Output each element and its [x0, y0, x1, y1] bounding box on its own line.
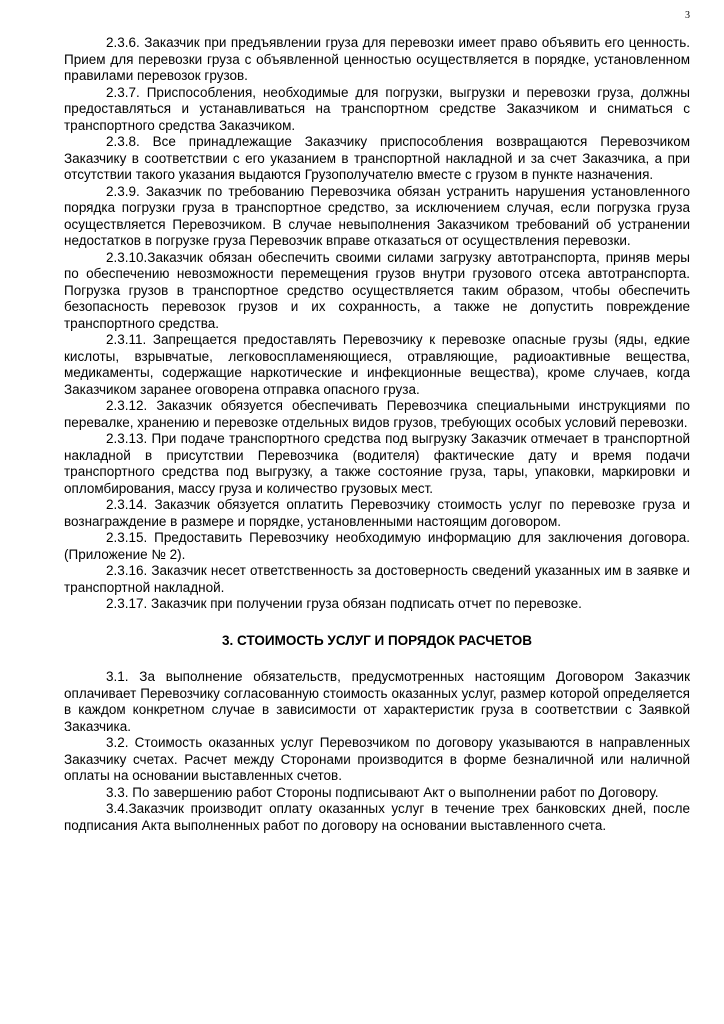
page-number: 3 — [685, 10, 690, 21]
paragraph-2-3-11: 2.3.11. Запрещается предоставлять Перевозчику к перевозке опасные грузы (яды, едкие кислоты, взрывчатые, легковоспламеняющиеся, отравляющие, радиоактивные вещества, медикаменты, содержащие наркотические и инфекционные вещества), кроме случаев, когда Заказчиком заранее оговорена отправка опасного груза. — [64, 332, 690, 397]
document-body — [64, 35, 690, 834]
paragraph-2-3-10: 2.3.10.Заказчик обязан обеспечить своими силами загрузку автотранспорта, приняв меры по обеспечению невозможности перемещения грузов внутри грузового отсека автотранспорта. Погрузка грузов в транспортное средство осуществляется таким образом, чтобы обеспечить безопасность перевозок грузов и их сохранность, а также не допустить повреждение транспортного средства. — [64, 249, 690, 331]
paragraph-2-3-12: 2.3.12. Заказчик обязуется обеспечивать Перевозчика специальными инструкциями по перевалке, хранению и перевозке отдельных видов грузов, требующих особых условий перевозки. — [64, 398, 690, 430]
paragraph-2-3-15: 2.3.15. Предоставить Перевозчику необходимую информацию для заключения договора. (Приложение № 2). — [64, 530, 690, 562]
paragraph-2-3-14: 2.3.14. Заказчик обязуется оплатить Перевозчику стоимость услуг по перевозке груза и вознаграждение в размере и порядке, установленными настоящим договором. — [64, 497, 690, 529]
paragraph-2-3-17: 2.3.17. Заказчик при получении груза обязан подписать отчет по перевозке. — [106, 596, 582, 611]
paragraph-2-3-6: 2.3.6. Заказчик при предъявлении груза для перевозки имеет право объявить его ценность. Прием для перевозки груза с объявленной ценностью осуществляется в порядке, установленном правилами перевозок грузов. — [64, 35, 690, 83]
paragraph-3-1: 3.1. За выполнение обязательств, предусмотренных настоящим Договором Заказчик оплачивает Перевозчику согласованную стоимость оказанных услуг, размер которой определяется в каждом конкретном случае в зависимости от характеристик груза в соответствии с Заявкой Заказчика. — [64, 669, 690, 734]
paragraph-2-3-9: 2.3.9. Заказчик по требованию Перевозчика обязан устранить нарушения установленного порядка погрузки груза в транспортное средство, за исключением случая, если погрузка груза осуществляется Перевозчиком. В случае невыполнения Заказчиком требований об устранении недостатков в погрузке груза Перевозчик вправе отказаться от осуществления перевозки. — [64, 183, 690, 248]
paragraph-2-3-8: 2.3.8. Все принадлежащие Заказчику приспособления возвращаются Перевозчиком Заказчику в соответствии с его указанием в транспортной накладной и за счет Заказчика, а при отсутствии такого указания выдаются Грузополучателю вместе с грузом в пункте назначения. — [64, 134, 690, 182]
paragraph-3-3: 3.3. По завершению работ Стороны подписывают Акт о выполнении работ по Договору. — [106, 784, 659, 800]
paragraph-3-4: 3.4.Заказчик производит оплату оказанных услуг в течение трех банковских дней, после подписания Акта выполненных работ по договору на основании выставленного счета. — [64, 801, 690, 833]
paragraph-2-3-16: 2.3.16. Заказчик несет ответственность за достоверность сведений указанных им в заявке и транспортной накладной. — [64, 563, 690, 595]
paragraph-2-3-13: 2.3.13. При подаче транспортного средства под выгрузку Заказчик отмечает в транспортной накладной в присутствии Перевозчика (водителя) фактические дату и время подачи транспортного средства под выгрузку, а также состояние груза, тары, упаковки, маркировки и опломбирования, массу груза и количество грузовых мест. — [64, 431, 690, 496]
paragraph-2-3-7: 2.3.7. Приспособления, необходимые для погрузки, выгрузки и перевозки груза, должны предоставляться и устанавливаться на транспортном средстве Заказчиком и сниматься с транспортного средства Заказчиком. — [64, 84, 690, 133]
paragraph-3-2: 3.2. Стоимость оказанных услуг Перевозчиком по договору указываются в направленных Заказчику счетах. Расчет между Сторонами производится в форме безналичной или наличной оплаты на основании выставленных счетов. — [64, 735, 690, 783]
section-3-heading: 3. СТОИМОСТЬ УСЛУГ И ПОРЯДОК РАСЧЕТОВ — [222, 632, 532, 648]
